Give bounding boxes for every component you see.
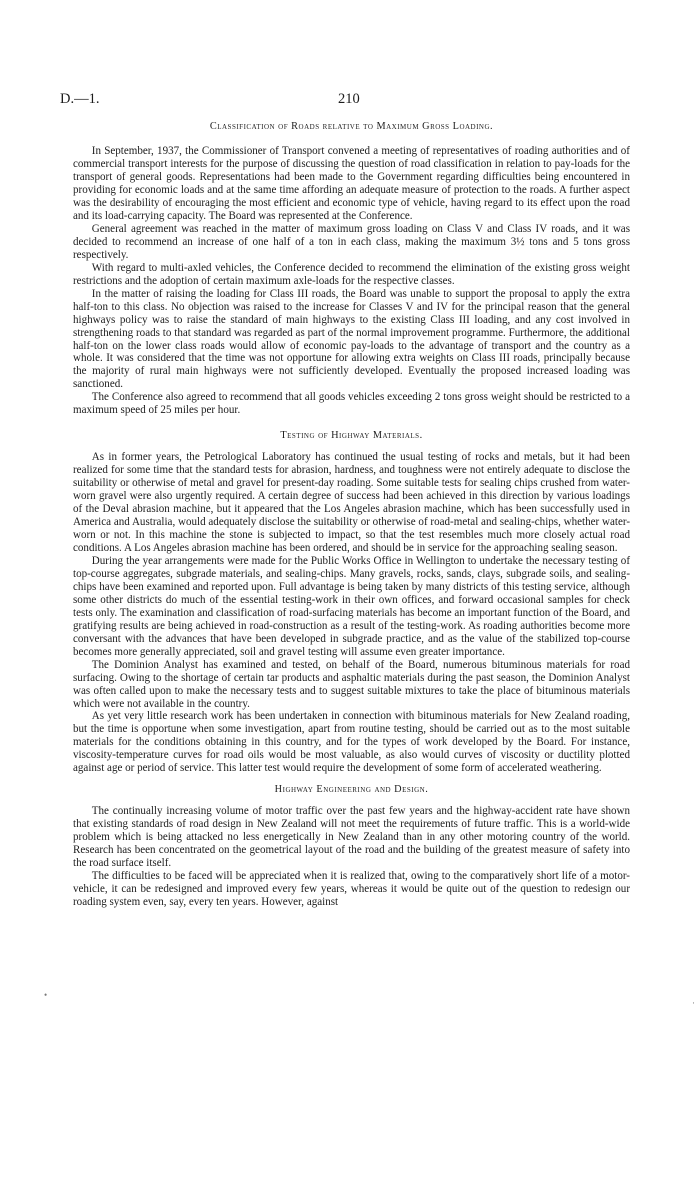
paragraph: The Dominion Analyst has examined and tested, on behalf of the Board, numerous bituminous materials for road surfacing. Owing to the shortage of certain tar products and asphaltic materials during the past season, the Dominion Analyst was often called upon to make the necessary tests and to suggest suitable mixtures to take the place of bituminous materials which were not available in the country. bbox=[73, 658, 630, 710]
paragraph: In September, 1937, the Commissioner of Transport convened a meeting of representatives of roading authorities and of commercial transport interests for the purpose of discussing the question of road classification in relation to pay-loads for the transport of general goods. Representations had been made to the Government regarding difficulties being encountered in providing for economic loads and at the same time affording an adequate measure of protection to the roads. A further aspect was the desirability of encouraging the most efficient and economic type of vehicle, having regard to its effect upon the road and its load-carrying capacity. The Board was represented at the Conference. bbox=[73, 145, 630, 222]
paragraph: General agreement was reached in the matter of maximum gross loading on Class V and Class IV roads, and it was decided to recommend an increase of one half of a ton in each class, making the maximum 3½ tons and 5 tons gross respectively. bbox=[73, 222, 630, 261]
page-number: 210 bbox=[338, 91, 360, 107]
document-id: D.—1. bbox=[60, 91, 100, 107]
page-header bbox=[60, 91, 580, 111]
paragraph: As in former years, the Petrological Laboratory has continued the usual testing of rocks and metals, but it had been realized for some time that the standard tests for abrasion, hardness, and toughness were not entirely adequate to disclose the suitability or otherwise of metal and gravel for present-day roading. Some suitable tests for sealing chips crushed from water-worn gravel were also urgently required. A certain degree of success had been achieved in this direction by various loadings of the Deval abrasion machine, but it appeared that the Los Angeles abrasion machine, which has been successfully used in America and Australia, would adequately disclose the suitability or otherwise of road-metal and sealing-chips, whether water-worn or not. In this machine the stone is subjected to impact, so that the test resembles much more closely actual road conditions. A Los Angeles abrasion machine has been ordered, and should be in service for the approaching sealing season. bbox=[73, 451, 630, 555]
paragraph: As yet very little research work has been undertaken in connection with bituminous materials for New Zealand roading, but the time is opportune when some investigation, apart from routine testing, should be carried out as to the most suitable materials for the conditions obtaining in this country, and for the types of work developed by the Board. For instance, viscosity-temperature curves for road oils would be most valuable, as also would curves of viscosity or ductility plotted against age or period of service. This latter test would require the development of some form of accelerated weathering. bbox=[73, 710, 630, 775]
paragraph: During the year arrangements were made for the Public Works Office in Wellington to undertake the necessary testing of top-course aggregates, subgrade materials, and sealing-chips. Many gravels, rocks, sands, clays, subgrade soils, and sealing-chips have been examined and reported upon. Full advantage is being taken by many districts of this testing service, although some other districts do much of the essential testing-work in their own offices, and forward occasional samples for check tests only. The examination and classification of road-surfacing materials has become an important function of the Board, and gratifying results are being achieved in road-construction as a result of the testing-work. As roading authorities become more conversant with the advances that have been developed in subgrade practice, and as the value of the stabilized top-course becomes more generally appreciated, soil and gravel testing will assume even greater importance. bbox=[73, 555, 630, 658]
paragraph: The difficulties to be faced will be appreciated when it is realized that, owing to the comparatively short life of a motor-vehicle, it can be redesigned and improved every few years, whereas it would be quite out of the question to redesign our roading system even, say, every ten years. However, against bbox=[73, 870, 630, 909]
scan-speck: · bbox=[692, 998, 695, 1008]
page-body bbox=[73, 120, 630, 909]
scan-speck: • bbox=[44, 990, 48, 1000]
section-heading-engineering-design: Highway Engineering and Design. bbox=[274, 784, 429, 796]
section-heading-road-classification: Classification of Roads relative to Maximum Gross Loading. bbox=[209, 121, 494, 132]
section-heading-testing-materials: Testing of Highway Materials. bbox=[280, 430, 423, 442]
paragraph: With regard to multi-axled vehicles, the Conference decided to recommend the elimination of the existing gross weight restrictions and the adoption of certain maximum axle-loads for the respective classes. bbox=[73, 261, 630, 287]
paragraph: In the matter of raising the loading for Class III roads, the Board was unable to support the proposal to apply the extra half-ton to this class. No objection was raised to the increase for Classes V and IV for the principal reason that the general highways policy was to raise the standard of main highways to the existing Class III loading, and any cost involved in strengthening roads to that standard was regarded as part of the normal improvement programme. Furthermore, the additional half-ton on the lower class roads would allow of economic pay-loads to the advantage of transport and the country as a whole. It was considered that the time was not opportune for allowing extra weights on Class III roads, principally because the majority of rural main highways were not sufficiently developed. Eventually the proposed increased loading was sanctioned. bbox=[73, 287, 630, 391]
paragraph: The Conference also agreed to recommend that all goods vehicles exceeding 2 tons gross weight should be restricted to a maximum speed of 25 miles per hour. bbox=[73, 391, 630, 417]
paragraph: The continually increasing volume of motor traffic over the past few years and the highway-accident rate have shown that existing standards of road design in New Zealand will not meet the requirements of future traffic. This is a world-wide problem which is being attacked no less energetically in New Zealand than in any other motoring country of the world. Research has been concentrated on the geometrical layout of the road and the building of the greatest measure of safety into the road surface itself. bbox=[73, 805, 630, 870]
